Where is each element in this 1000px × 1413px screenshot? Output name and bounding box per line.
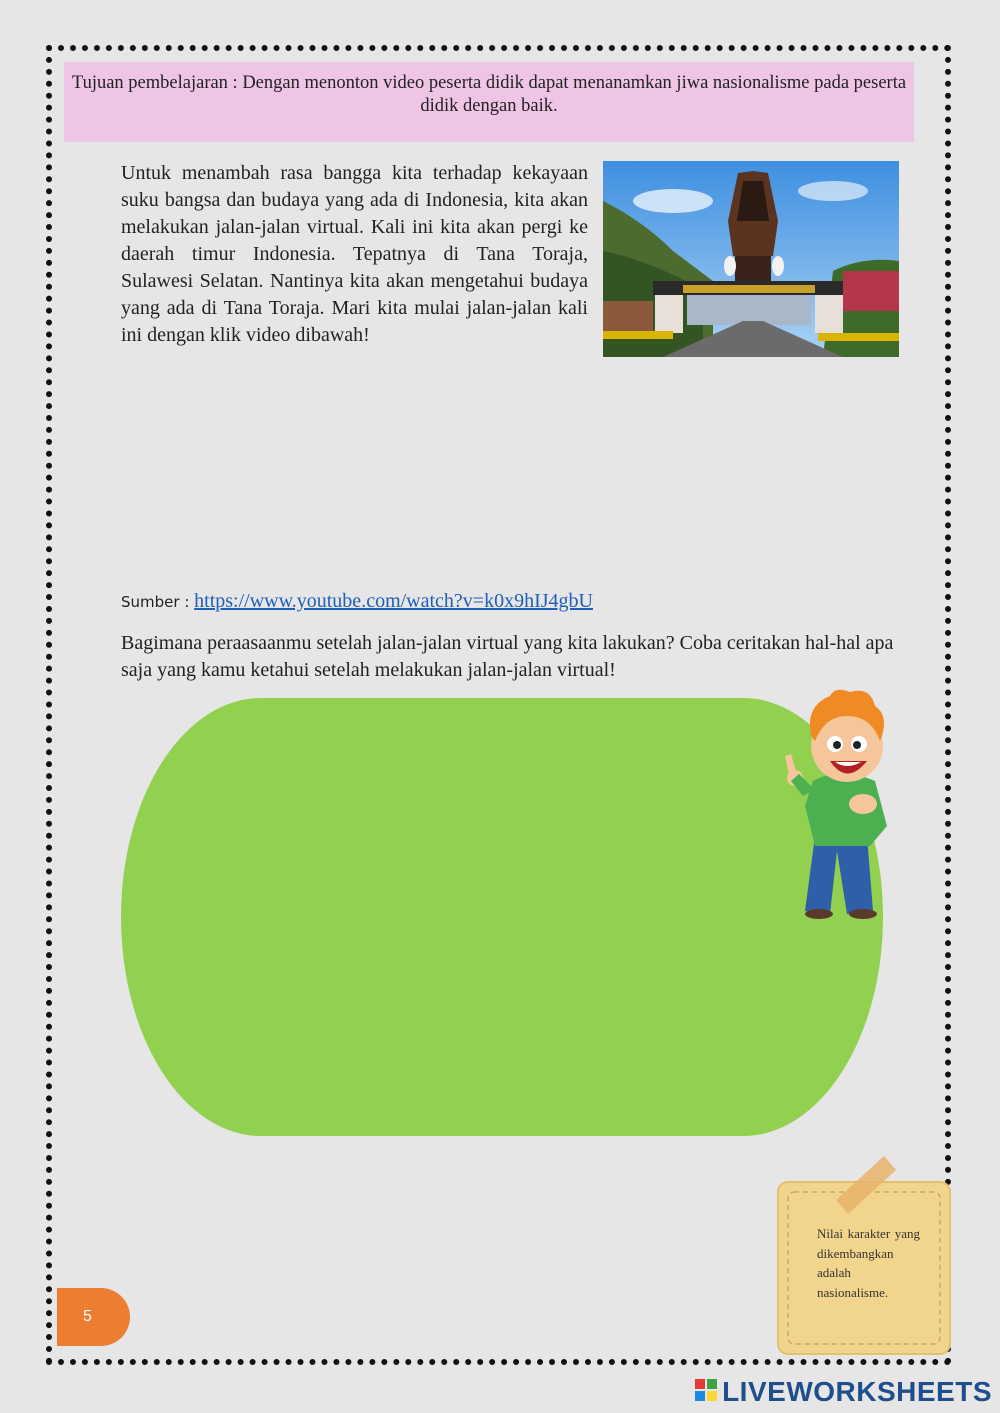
- liveworksheets-logo: [694, 1378, 718, 1407]
- intro-paragraph: Untuk menambah rasa bangga kita terhadap kekayaan suku bangsa dan budaya yang ada di Indonesia, kita akan melakukan jalan-jalan virtual. Kali ini kita akan pergi ke daerah timur Indonesia. Tepatnya di Tana Toraja, Sulawesi Selatan. Nantinya kita akan mengetahui budaya yang ada di Tana Toraja. Mari kita mulai jalan-jalan kali ini dengan klik video dibawah!: [121, 162, 588, 346]
- brand-footer: [694, 1376, 992, 1408]
- note-text: Nilai karakter yang dikembangkan adalah nasionalisme.: [817, 1226, 920, 1300]
- page-number: 5: [57, 1288, 130, 1346]
- brand-name: LIVEWORKSHEETS: [722, 1376, 992, 1407]
- source-label: Sumber :: [121, 593, 195, 611]
- pointing-boy-illustration: [775, 686, 905, 922]
- answer-area[interactable]: [121, 698, 883, 1136]
- source-line: [121, 590, 593, 613]
- source-link[interactable]: https://www.youtube.com/watch?v=k0x9hIJ4gbU: [194, 590, 593, 612]
- learning-goal-text: Tujuan pembelajaran : Dengan menonton video peserta didik dapat menanamkan jiwa nasionalisme pada peserta didik dengan baik.: [71, 73, 907, 116]
- toraja-gate-photo: [603, 161, 899, 357]
- question-text: Bagimana peraasaanmu setelah jalan-jalan virtual yang kita lakukan? Coba ceritakan hal-hal apa saja yang kamu ketahui setelah melakukan jalan-jalan virtual!: [121, 632, 894, 681]
- learning-goal-box: [64, 62, 914, 142]
